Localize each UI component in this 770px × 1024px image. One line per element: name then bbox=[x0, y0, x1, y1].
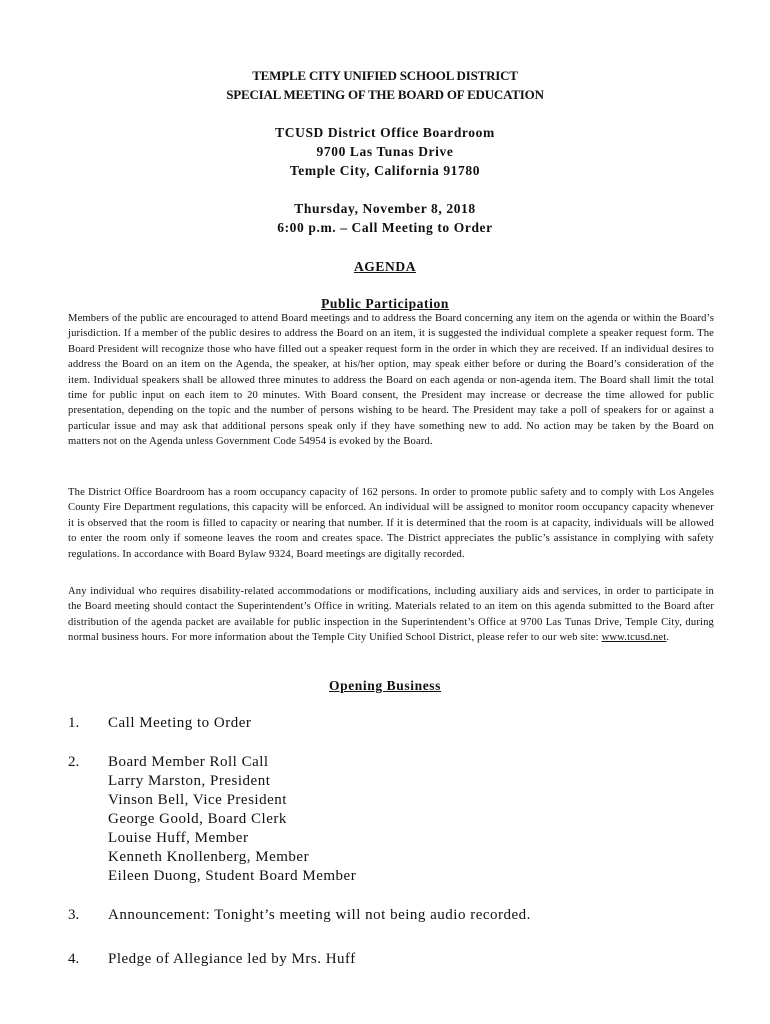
agenda-heading: AGENDA bbox=[353, 259, 417, 274]
meeting-time: 6:00 p.m. – Call Meeting to Order bbox=[277, 220, 493, 235]
roll-call-member: Vinson Bell, Vice President bbox=[108, 792, 287, 808]
item-number: 1. bbox=[68, 715, 80, 731]
city-line: Temple City, California 91780 bbox=[289, 163, 481, 178]
public-participation-heading: Public Participation bbox=[321, 296, 449, 311]
roll-call-member: Eileen Duong, Student Board Member bbox=[108, 868, 357, 884]
item-roll-call: Board Member Roll Call bbox=[108, 754, 269, 770]
roll-call-member: Kenneth Knollenberg, Member bbox=[108, 849, 310, 865]
item-call-to-order: Call Meeting to Order bbox=[108, 715, 252, 731]
accommodations-paragraph bbox=[68, 584, 714, 646]
item-announcement: Announcement: Tonight’s meeting will not being audio recorded. bbox=[108, 907, 531, 923]
accommodations-end: . bbox=[666, 632, 670, 644]
roll-call-member: George Goold, Board Clerk bbox=[108, 811, 287, 827]
item-number: 2. bbox=[68, 754, 80, 770]
item-number: 3. bbox=[68, 907, 80, 923]
address-line: 9700 Las Tunas Drive bbox=[316, 144, 454, 159]
accommodations-text: Any individual who requires disability-related accommodations or modifications, including auxiliary aids and services, in order to participate in the Board meeting should contact the Superintendent’s Office in writing. Materials related to an item on this agenda submitted to the Board after distribution of the agenda packet are available for public inspection in the Superintendent’s Office at 9700 Las Tunas Drive, Temple City, during normal business hours. For more information about the Temple City Unified School District, please refer to our web site: bbox=[68, 586, 714, 644]
roll-call-member: Larry Marston, President bbox=[108, 773, 271, 789]
meeting-title: SPECIAL MEETING OF THE BOARD OF EDUCATION bbox=[226, 87, 544, 102]
opening-business-heading: Opening Business bbox=[328, 678, 442, 693]
item-pledge: Pledge of Allegiance led by Mrs. Huff bbox=[108, 951, 356, 967]
occupancy-paragraph: The District Office Boardroom has a room occupancy capacity of 162 persons. In order to promote public safety and to comply with Los Angeles County Fire Department regulations, this capacity will be enforced. An individual will be assigned to monitor room occupancy capacity whenever it is observed that the room is filled to capacity or nearing that number. If it is determined that the room is at capacity, individuals will be allowed to enter the room only if someone leaves the room and creates space. The District appreciates the public’s assistance in complying with safety regulations. In accordance with Board Bylaw 9324, Board meetings are digitally recorded. bbox=[68, 487, 714, 560]
district-name: TEMPLE CITY UNIFIED SCHOOL DISTRICT bbox=[252, 68, 518, 83]
roll-call-member: Louise Huff, Member bbox=[108, 830, 249, 846]
website-link[interactable]: www.tcusd.net bbox=[601, 632, 667, 644]
public-participation-paragraph: Members of the public are encouraged to attend Board meetings and to address the Board concerning any item on the agenda or within the Board’s jurisdiction. If a member of the public desires to address the Board on an item, it is suggested the individual complete a speaker request form. The Board President will recognize those who have filled out a speaker request form in the order in which they are received. If an individual desires to address the Board on an item on the Agenda, the speaker, at his/her option, may speak either before or during the Board’s consideration of the item. Individual speakers shall be allowed three minutes to address the Board on each agenda or non-agenda item. The Board shall limit the total time for public input on each item to 20 minutes. With Board consent, the President may increase or decrease the time allowed for public presentation, depending on the topic and the number of persons wishing to be heard. The President may take a poll of speakers for or against a particular issue and may ask that additional persons speak only if they have something new to add. No action may be taken by the Board on matters not on the Agenda unless Government Code 54954 is evoked by the Board. bbox=[68, 313, 714, 448]
item-number: 4. bbox=[68, 951, 80, 967]
meeting-date: Thursday, November 8, 2018 bbox=[294, 201, 476, 216]
location-name: TCUSD District Office Boardroom bbox=[275, 125, 495, 140]
